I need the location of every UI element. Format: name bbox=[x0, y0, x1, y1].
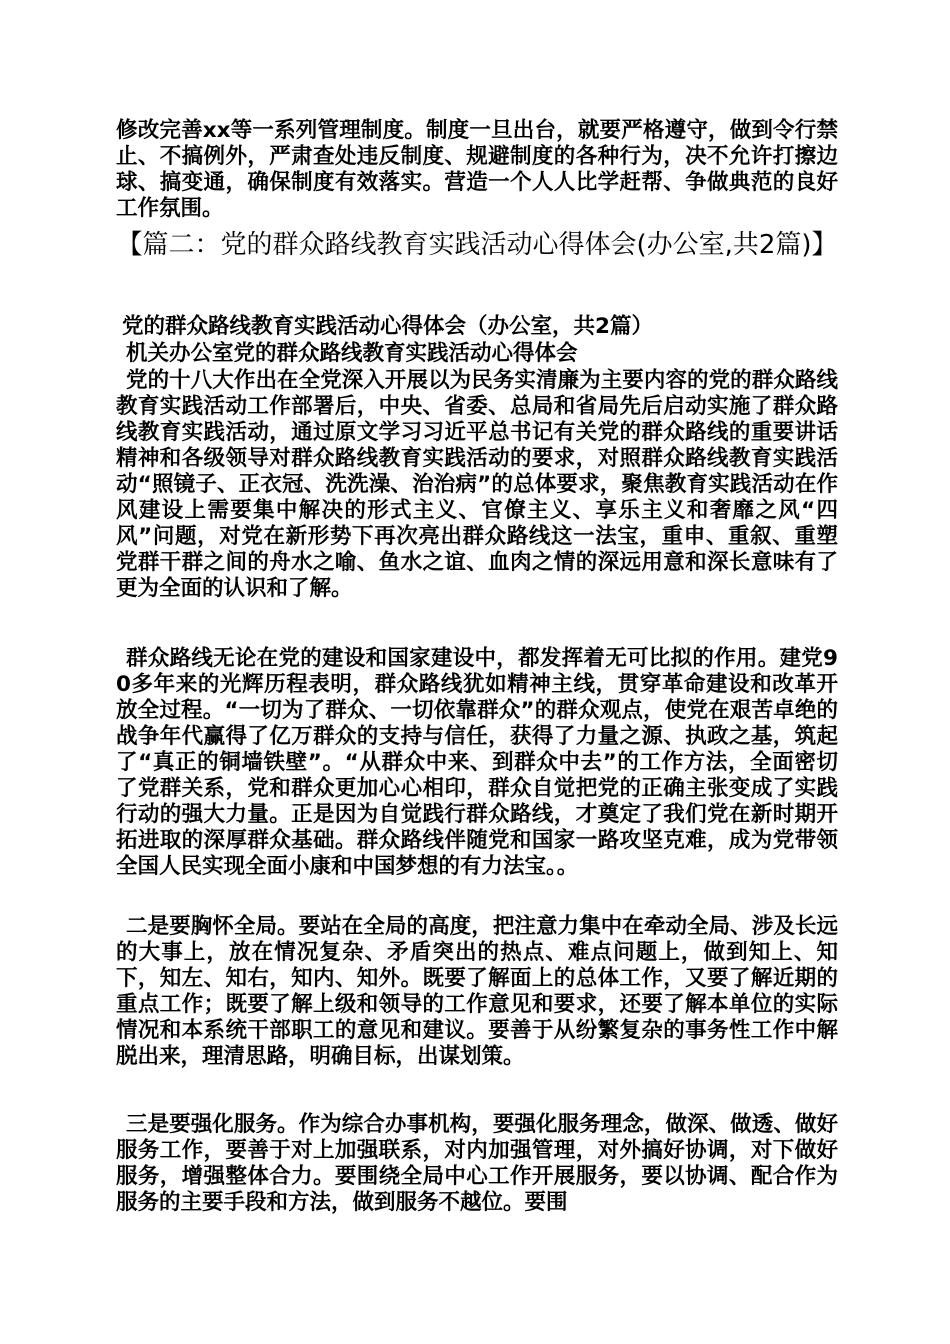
document-subtitle: 机关办公室党的群众路线教育实践活动心得体会 bbox=[126, 341, 578, 366]
document-title: 党的群众路线教育实践活动心得体会（办公室，共2篇） bbox=[122, 314, 653, 339]
paragraph-1: 党的十八大作出在全党深入开展以为民务实清廉为主要内容的党的群众路线教育实践活动工作部署后，中央、省委、总局和省局先后启动实施了群众路线教育实践活动，通过原文学习习近平总书记有关党的群众路线的重要讲话精神和各级领导对群众路线教育实践活动的要求，对照群众路线教育实践活动“照镜子、正衣冠、洗洗澡、治治病”的总体要求，聚焦教育实践活动在作风建设上需要集中解决的形式主义、官僚主义、享乐主义和奢靡之风“四风”问题，对党在新形势下再次亮出群众路线这一法宝，重申、重叙、重塑党群干群之间的舟水之喻、鱼水之谊、血肉之情的深远用意和深长意味有了更为全面的认识和了解。 bbox=[116, 368, 838, 601]
paragraph-2: 群众路线无论在党的建设和国家建设中，都发挥着无可比拟的作用。建党90多年来的光辉历程表明，群众路线犹如精神主线，贯穿革命建设和改革开放全过程。“一切为了群众、一切依靠群众”的群众观点，使党在艰苦卓绝的战争年代赢得了亿万群众的支持与信任，获得了力量之源、执政之基，筑起了“真正的铜墙铁壁”。“从群众中来、到群众中去”的工作方法，全面密切了党群关系，党和群众更加心心相印，群众自觉把党的正确主张变成了实践行动的强大力量。正是因为自觉践行群众路线，才奠定了我们党在新时期开拓进取的深厚群众基础。群众路线伴随党和国家一路攻坚克难，成为党带领全国人民实现全面小康和中国梦想的有力法宝。。 bbox=[116, 646, 838, 879]
paragraph-3: 二是要胸怀全局。要站在全局的高度，把注意力集中在牵动全局、涉及长远的大事上，放在情况复杂、矛盾突出的热点、难点问题上，做到知上、知下，知左、知右，知内、知外。既要了解面上的总体工作，又要了解近期的重点工作；既要了解上级和领导的工作意见和要求，还要了解本单位的实际情况和本系统干部职工的意见和建议。要善于从纷繁复杂的事务性工作中解脱出来，理清思路，明确目标，出谋划策。 bbox=[116, 914, 838, 1069]
paragraph-4: 三是要强化服务。作为综合办事机构，要强化服务理念，做深、做透、做好服务工作，要善于对上加强联系，对内加强管理，对外搞好协调，对下做好服务，增强整体合力。要围绕全局中心工作开展服务，要以协调、配合作为服务的主要手段和方法，做到服务不越位。要围 bbox=[116, 1112, 838, 1215]
intro-paragraph: 修改完善xx等一系列管理制度。制度一旦出台，就要严格遵守，做到令行禁止、不搞例外，严肃查处违反制度、规避制度的各种行为，决不允许打擦边球、搞变通，确保制度有效落实。营造一个人人比学赶帮、争做典范的良好工作氛围。 bbox=[116, 118, 838, 221]
section-heading: 【篇二：党的群众路线教育实践活动心得体会(办公室,共2篇)】 bbox=[116, 230, 838, 260]
